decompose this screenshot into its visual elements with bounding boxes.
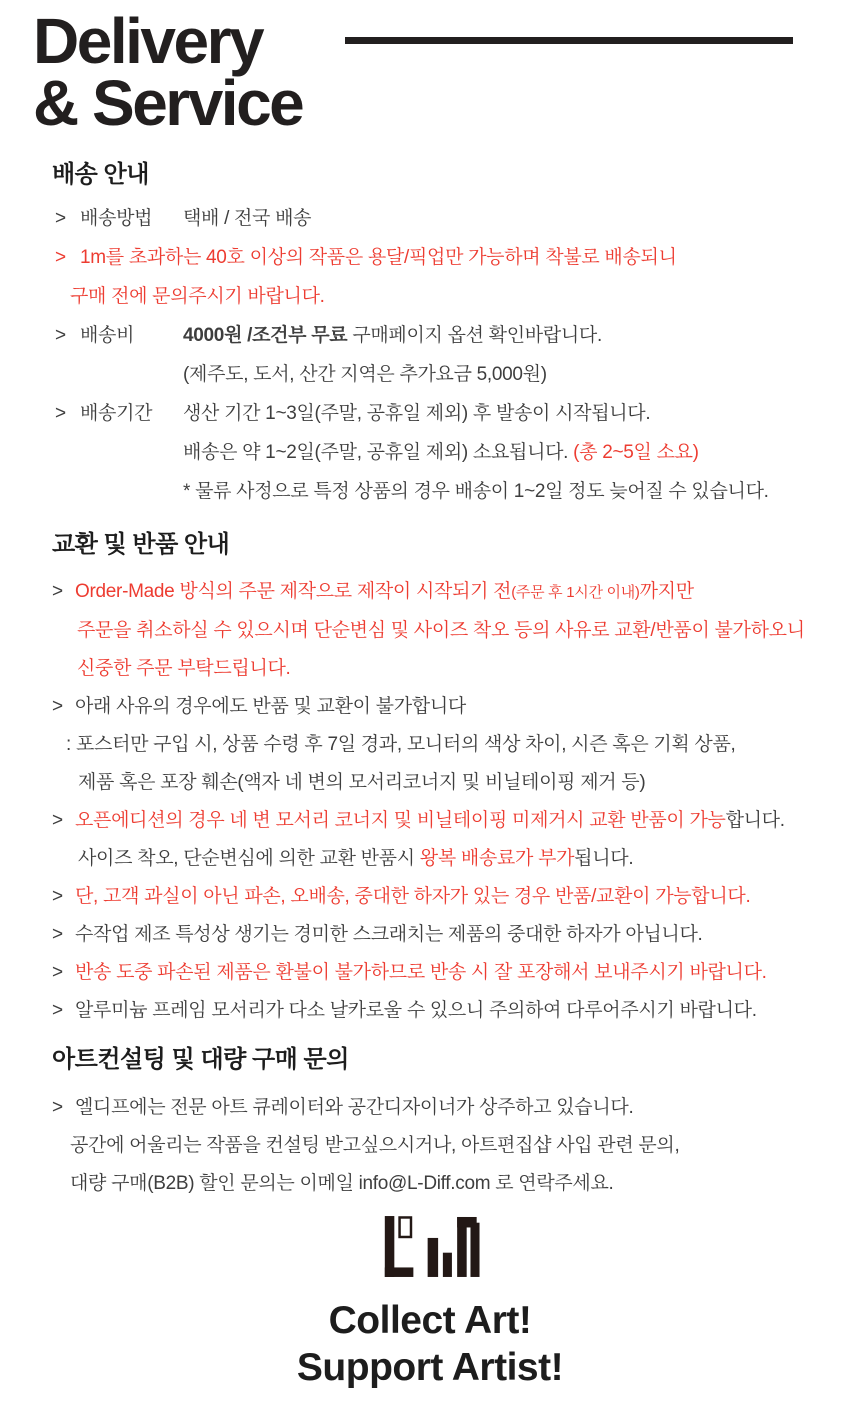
shipping-method-row [52, 199, 860, 238]
bullet-icon: > [52, 810, 63, 831]
shipping-period-line2-highlight: (총 2~5일 소요) [573, 442, 699, 463]
no-return-text2: : 포스터만 구입 시, 상품 수령 후 7일 경과, 모니터의 색상 차이, 시즌 혹은 기획 상품, [66, 734, 736, 755]
order-made-paren: (주문 후 1시간 이내) [511, 584, 640, 601]
order-made-text2: 주문을 취소하실 수 있으시며 단순변심 및 사이즈 착오 등의 사유로 교환/반품이 불가하오니 [77, 620, 805, 641]
shipping-fee-row [52, 316, 860, 355]
returns-heading: 교환 및 반품 안내 [52, 531, 230, 558]
bullet-icon: > [52, 886, 63, 907]
page-footer [0, 1213, 860, 1391]
shipping-period-row2 [52, 433, 860, 472]
page-title [33, 5, 841, 139]
no-return-line1 [52, 688, 860, 726]
open-edition-black: 합니다. [725, 810, 785, 831]
shipping-period-line3: * 물류 사정으로 특정 상품의 경우 배송이 1~2일 정도 늦어질 수 있습니다. [183, 481, 769, 502]
open-edition-line1 [52, 802, 860, 840]
scratch-line [52, 916, 860, 954]
bullet-icon: > [52, 581, 63, 602]
shipping-period-line2-text: 배송은 약 1~2일(주말, 공휴일 제외) 소요됩니다. [183, 442, 574, 463]
no-return-text3: 제품 혹은 포장 훼손(액자 네 변의 모서리코너지 및 비닐테이핑 제거 등) [78, 772, 646, 793]
bullet-icon: > [52, 1000, 63, 1021]
consulting-text1: 엘디프에는 전문 아트 큐레이터와 공간디자이너가 상주하고 있습니다. [75, 1097, 634, 1118]
shipping-fee-value [183, 316, 602, 355]
l-diff-logo [0, 1213, 860, 1283]
open-edition-line2-red: 왕복 배송료가 부가 [419, 848, 575, 869]
consulting-line3 [52, 1165, 860, 1203]
section-shipping-info [52, 160, 860, 511]
no-return-line3 [52, 764, 860, 802]
order-made-line3 [52, 650, 860, 688]
order-made-line1 [52, 573, 860, 612]
shipping-fee-value-bold: 4000원 /조건부 무료 [183, 325, 348, 346]
footer-slogan [0, 1297, 860, 1391]
shipping-period-label: 배송기간 [80, 403, 153, 424]
bullet-icon: > [55, 325, 66, 346]
order-made-post: 까지만 [639, 581, 694, 602]
shipping-method-value: 택배 / 전국 배송 [183, 208, 312, 229]
shipping-heading: 배송 안내 [52, 161, 149, 188]
bullet-icon: > [52, 962, 63, 983]
shipping-fee-label: 배송비 [80, 325, 135, 346]
slogan-line1: Collect Art! [328, 1299, 532, 1342]
shipping-method-label: 배송방법 [80, 208, 153, 229]
shipping-period-row3 [52, 472, 860, 511]
scratch-text: 수작업 제조 특성상 생기는 경미한 스크래치는 제품의 중대한 하자가 아닙니다. [75, 924, 703, 945]
bullet-icon: > [55, 208, 66, 229]
order-made-text3: 신중한 주문 부탁드립니다. [77, 658, 291, 679]
open-edition-text2 [78, 848, 633, 869]
oversize-notice-text1: 1m를 초과하는 40호 이상의 작품은 용달/픽업만 가능하며 착불로 배송되니 [80, 247, 677, 268]
consulting-line2 [52, 1127, 860, 1165]
consulting-line1 [52, 1089, 860, 1127]
consulting-text2: 공간에 어울리는 작품을 컨설팅 받고싶으시거나, 아트편집샵 사입 관련 문의, [70, 1135, 680, 1156]
bullet-icon: > [55, 403, 66, 424]
shipping-period-line1: 생산 기간 1~3일(주말, 공휴일 제외) 후 발송이 시작됩니다. [183, 403, 651, 424]
bullet-icon: > [52, 924, 63, 945]
slogan-line2: Support Artist! [296, 1346, 564, 1389]
order-made-pre: Order-Made 방식의 주문 제작으로 제작이 시작되기 전 [75, 581, 512, 602]
no-return-text1: 아래 사유의 경우에도 반품 및 교환이 불가합니다 [75, 696, 466, 717]
bullet-icon: > [55, 247, 66, 268]
bullet-icon: > [52, 696, 63, 717]
open-edition-text1 [75, 802, 785, 840]
open-edition-red: 오픈에디션의 경우 네 변 모서리 코너지 및 비닐테이핑 미제거시 교환 반품이 가능 [75, 810, 726, 831]
open-edition-line2-post: 됩니다. [574, 848, 634, 869]
frame-caution-line [52, 992, 860, 1030]
title-rule [345, 37, 793, 44]
l-diff-logo-icon [381, 1213, 480, 1280]
return-damage-line [52, 954, 860, 992]
oversize-notice-text2: 구매 전에 문의주시기 바랍니다. [70, 286, 325, 307]
section-returns-info [52, 530, 860, 1030]
shipping-fee-value-rest: 구매페이지 옵션 확인바랍니다. [347, 325, 602, 346]
customer-fault-line [52, 878, 860, 916]
title-line2: & Service [33, 67, 303, 139]
consulting-text3: 대량 구매(B2B) 할인 문의는 이메일 info@L-Diff.com 로 연락주세요. [70, 1173, 614, 1194]
frame-caution-text: 알루미늄 프레임 모서리가 다소 날카로울 수 있으니 주의하여 다루어주시기 바랍니다. [75, 1000, 757, 1021]
shipping-fee-surcharge-note: (제주도, 도서, 산간 지역은 추가요금 5,000원) [183, 364, 547, 385]
shipping-fee-surcharge-row [52, 355, 860, 394]
section-consulting-info [52, 1045, 860, 1203]
consulting-heading: 아트컨설팅 및 대량 구매 문의 [52, 1046, 349, 1073]
return-damage-text: 반송 도중 파손된 제품은 환불이 불가하므로 반송 시 잘 포장해서 보내주시기 바랍니다. [75, 962, 767, 983]
page-header [33, 0, 841, 139]
shipping-period-line2 [183, 442, 699, 463]
order-made-line2 [52, 612, 860, 650]
open-edition-line2 [52, 840, 860, 878]
shipping-period-row [52, 394, 860, 433]
order-made-text1 [75, 573, 694, 612]
customer-fault-text: 단, 고객 과실이 아닌 파손, 오배송, 중대한 하자가 있는 경우 반품/교환이 가능합니다. [75, 886, 751, 907]
oversize-notice-line1 [52, 238, 860, 277]
oversize-notice-line2 [52, 277, 860, 316]
no-return-line2 [52, 726, 860, 764]
bullet-icon: > [52, 1097, 63, 1118]
open-edition-line2-pre: 사이즈 착오, 단순변심에 의한 교환 반품시 [78, 848, 420, 869]
title-line1: Delivery [33, 5, 263, 77]
